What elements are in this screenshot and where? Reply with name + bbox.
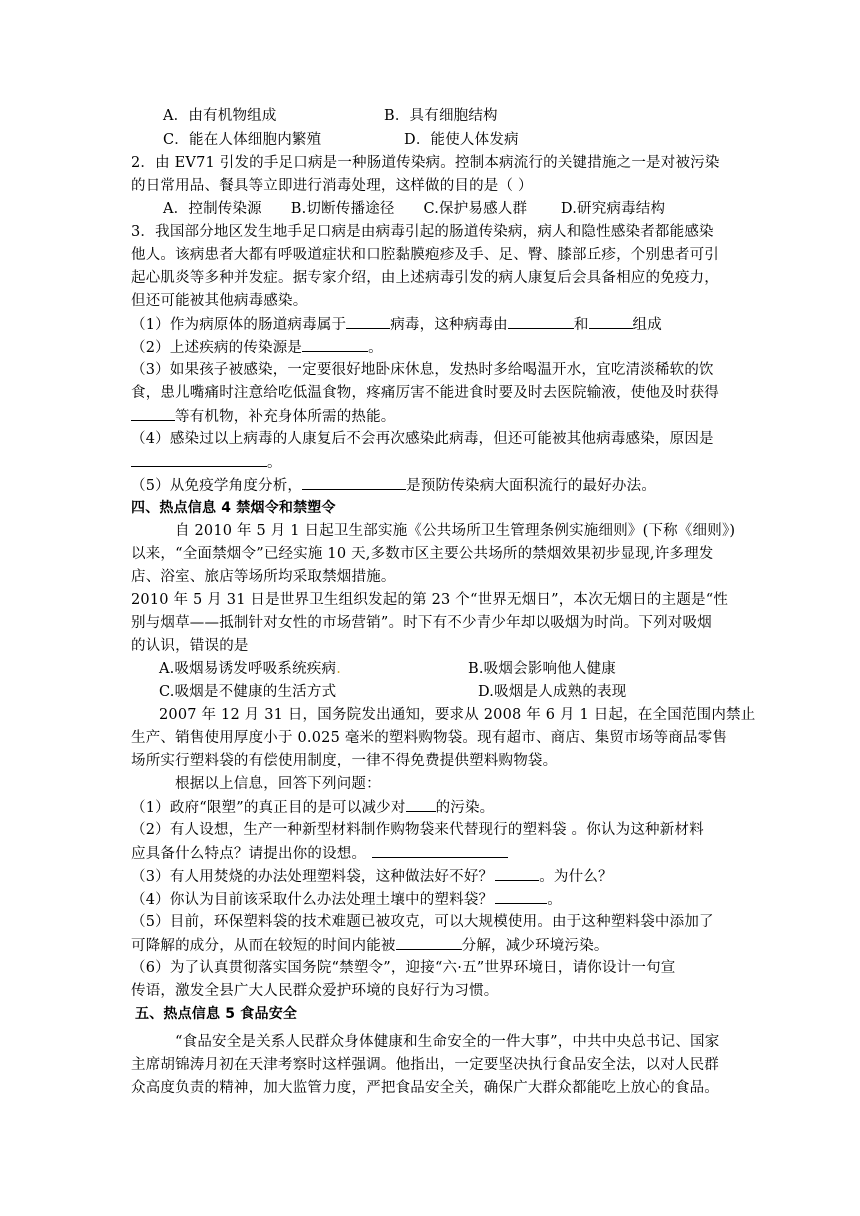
sec4-sub-6-line-1: （6）为了认真贯彻落实国务院“禁塑令”，迎接“六·五”世界环境日，请你设计一句宣 bbox=[131, 960, 676, 976]
q3-sub-2-text-a: （2）上述疾病的传染源是 bbox=[131, 340, 303, 356]
sec4-para-2-line-3: 的认识，错误的是 bbox=[131, 638, 249, 654]
sec4-sub-4 bbox=[131, 889, 562, 910]
sec4-sub-2-line-1: （2）有人设想，生产一种新型材料制作购物袋来代替现行的塑料袋 。你认为这种新材料 bbox=[131, 822, 704, 838]
sec4-para-3-line-3: 场所实行塑料袋的有偿使用制度，一律不得免费提供塑料购物袋。 bbox=[131, 753, 558, 769]
sec4-option-d: D.吸烟是人成熟的表现 bbox=[478, 684, 627, 700]
sec4-sub-2-text: 应具备什么特点？请提出你的设想。 bbox=[131, 846, 367, 862]
q1-option-c: C．能在人体细胞内繁殖 bbox=[163, 132, 322, 148]
section-5-heading: 五、热点信息 5 食品安全 bbox=[135, 1006, 298, 1022]
q3-sub-5 bbox=[131, 475, 656, 496]
sec4-sub-1-text-a: （1）政府“限塑”的真正目的是可以减少对 bbox=[131, 800, 406, 816]
q3-sub-1-blank-3[interactable] bbox=[589, 314, 633, 329]
q3-sub-3-line-2: 食，患儿嘴痛时注意给吃低温食物，疼痛厉害不能进食时要及时去医院输液，使他及时获得 bbox=[131, 385, 719, 401]
sec4-para-3-line-1: 2007 年 12 月 31 日，国务院发出通知，要求从 2008 年 6 月 1 日起，在全国范围内禁止 bbox=[159, 707, 756, 723]
sec5-para-1-line-2: 主席胡锦涛月初在天津考察时这样强调。他指出，一定要坚决执行食品安全法，以对人民群 bbox=[131, 1057, 719, 1073]
sec4-para-1-line-1: 自 2010 年 5 月 1 日起卫生部实施《公共场所卫生管理条例实施细则》(下称《细则》) bbox=[175, 523, 736, 539]
sec5-para-1-line-1: “食品安全是关系人民群众身体健康和生命安全的一件大事”，中共中央总书记、国家 bbox=[175, 1034, 720, 1050]
sec4-sub-3-text-a: （3）有人用焚烧的办法处理塑料袋，这种做法好不好？ bbox=[131, 869, 494, 885]
sec4-sub-1-blank[interactable] bbox=[406, 797, 436, 812]
sec4-option-a bbox=[159, 659, 341, 679]
sec4-sub-4-text-b: 。 bbox=[547, 892, 562, 908]
sec4-para-1-line-2: 以来，“全面禁烟令”已经实施 10 天,多数市区主要公共场所的禁烟效果初步显现,许多理发 bbox=[131, 546, 714, 562]
section-4-heading: 四、热点信息 4 禁烟令和禁塑令 bbox=[131, 500, 336, 516]
sec4-sub-5-text-a: 可降解的成分，从而在较短的时间内能被 bbox=[131, 938, 396, 954]
sec4-para-1-line-3: 店、浴室、旅店等场所均采取禁烟措施。 bbox=[131, 569, 396, 585]
q3-sub-4-text: 。 bbox=[267, 455, 282, 471]
sec4-option-b: B.吸烟会影响他人健康 bbox=[468, 661, 616, 677]
q3-sub-1 bbox=[131, 314, 662, 335]
sec4-sub-2-blank[interactable] bbox=[372, 843, 508, 858]
sec4-option-c: C.吸烟是不健康的生活方式 bbox=[159, 684, 337, 700]
sec4-sub-1 bbox=[131, 797, 494, 818]
sec4-sub-2-line-2 bbox=[131, 843, 508, 864]
q3-sub-1-text-d: 组成 bbox=[632, 317, 662, 333]
sec4-sub-3-text-b: 。为什么？ bbox=[539, 869, 613, 885]
q3-line-2: 他人。该病患者大都有呼吸道症状和口腔黏膜疱疹及手、足、臀、膝部丘疹，个别患者可引 bbox=[131, 247, 719, 263]
q3-line-1: 3．我国部分地区发生地手足口病是由病毒引起的肠道传染病，病人和隐性感染者都能感染 bbox=[131, 224, 714, 240]
q3-sub-4-blank[interactable] bbox=[131, 452, 267, 467]
sec4-option-a-dot: . bbox=[336, 661, 341, 677]
sec4-para-4: 根据以上信息，回答下列问题： bbox=[175, 776, 381, 792]
q3-sub-3-line-3 bbox=[131, 406, 396, 427]
q3-sub-1-blank-2[interactable] bbox=[508, 314, 574, 329]
q1-option-b: B．具有细胞结构 bbox=[384, 108, 498, 124]
sec4-sub-3-blank[interactable] bbox=[495, 866, 539, 881]
sec4-sub-3 bbox=[131, 866, 613, 887]
q3-sub-2 bbox=[131, 337, 383, 358]
sec4-para-3-line-2: 生产、销售使用厚度小于 0.025 毫米的塑料购物袋。现有超市、商店、集贸市场等商品零售 bbox=[131, 730, 728, 746]
q2-options: A．控制传染源 B.切断传播途径 C.保护易感人群 D.研究病毒结构 bbox=[163, 201, 666, 217]
q1-option-a: A．由有机物组成 bbox=[163, 108, 277, 124]
q3-line-4: 但还可能被其他病毒感染。 bbox=[131, 293, 308, 309]
q2-line-2: 的日常用品、餐具等立即进行消毒处理，这样做的目的是（ ） bbox=[131, 178, 533, 194]
q3-sub-2-text-b: 。 bbox=[368, 340, 383, 356]
sec4-sub-6-line-2: 传语，激发全县广大人民群众爱护环境的良好行为习惯。 bbox=[131, 983, 499, 999]
q3-sub-3-blank[interactable] bbox=[131, 406, 175, 421]
q3-sub-4-line-2 bbox=[131, 452, 282, 473]
sec4-para-2-line-1: 2010 年 5 月 31 日是世界卫生组织发起的第 23 个“世界无烟日”，本次无烟日的主题是“性 bbox=[131, 592, 729, 608]
q3-sub-5-text-b: 是预防传染病大面积流行的最好办法。 bbox=[406, 478, 657, 494]
q3-sub-1-text-c: 和 bbox=[573, 317, 589, 333]
sec4-sub-5-blank[interactable] bbox=[396, 935, 462, 950]
sec4-sub-4-text-a: （4）你认为目前该采取什么办法处理土壤中的塑料袋？ bbox=[131, 892, 494, 908]
sec5-para-1-line-3: 众高度负责的精神，加大监管力度，严把食品安全关，确保广大群众都能吃上放心的食品。 bbox=[131, 1080, 719, 1096]
q3-sub-1-text-a: （1）作为病原体的肠道病毒属于 bbox=[131, 317, 347, 333]
q3-sub-5-text-a: （5）从免疫学角度分析， bbox=[131, 478, 303, 494]
q3-sub-1-text-b: 病毒，这种病毒由 bbox=[390, 317, 508, 333]
q3-sub-3-line-1: （3）如果孩子被感染，一定要很好地卧床休息，发热时多给喝温开水，宜吃清淡稀软的饮 bbox=[131, 362, 714, 378]
q3-sub-2-blank[interactable] bbox=[302, 337, 368, 352]
q3-sub-1-blank-1[interactable] bbox=[346, 314, 390, 329]
q3-sub-4-line-1: （4）感染过以上病毒的人康复后不会再次感染此病毒，但还可能被其他病毒感染，原因是 bbox=[131, 431, 714, 447]
sec4-option-a-text: A.吸烟易诱发呼吸系统疾病 bbox=[159, 661, 337, 677]
sec4-sub-4-blank[interactable] bbox=[495, 889, 547, 904]
q3-line-3: 起心肌炎等多种并发症。据专家介绍，由上述病毒引发的病人康复后会具备相应的免疫力， bbox=[131, 270, 719, 286]
q3-sub-3-text: 等有机物，补充身体所需的热能。 bbox=[175, 409, 396, 425]
q2-line-1: 2．由 EV71 引发的手足口病是一种肠道传染病。控制本病流行的关键措施之一是对被污染 bbox=[131, 155, 720, 171]
sec4-sub-1-text-b: 的污染。 bbox=[435, 800, 495, 816]
sec4-sub-5-line-1: （5）目前，环保塑料袋的技术难题已被攻克，可以大规模使用。由于这种塑料袋中添加了 bbox=[131, 914, 714, 930]
sec4-sub-5-line-2 bbox=[131, 935, 609, 956]
q1-option-d: D．能使人体发病 bbox=[404, 132, 519, 148]
sec4-sub-5-text-b: 分解，减少环境污染。 bbox=[461, 938, 609, 954]
q3-sub-5-blank[interactable] bbox=[302, 475, 406, 490]
sec4-para-2-line-2: 别与烟草——抵制针对女性的市场营销”。时下有不少青少年却以吸烟为时尚。下列对吸烟 bbox=[131, 615, 712, 631]
